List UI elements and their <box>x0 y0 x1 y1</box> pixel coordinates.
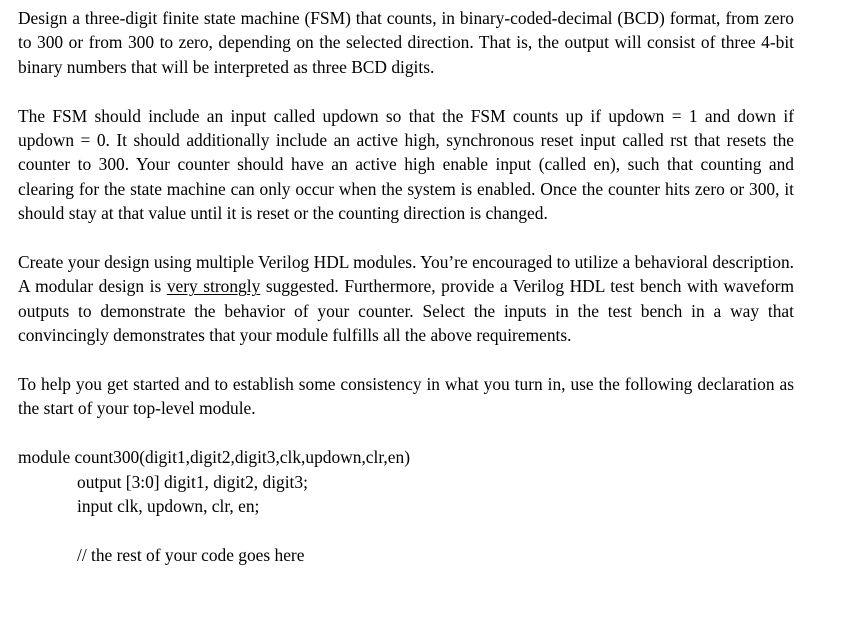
code-output-line: output [3:0] digit1, digit2, digit3; <box>77 471 308 492</box>
design-text-after: suggested. Furthermore, provide a Verilog HDL test bench with waveform outputs to demonstrate the behavior of your counter. Select the inputs in the test bench in a way that convincingly demonstrates that your module fulfills all the above requirements. <box>18 276 794 346</box>
code-blank-line <box>18 518 794 542</box>
design-text-before: Create your design using multiple Verilog HDL modules. You’re encouraged to utilize a behavioral description. A modular design is <box>18 252 794 297</box>
code-input-line: input clk, updown, clr, en; <box>77 496 260 517</box>
code-module-line: module count300(digit1,digit2,digit3,clk,updown,clr,en) <box>18 447 410 468</box>
code-comment-line: // the rest of your code goes here <box>77 544 305 565</box>
verilog-declaration <box>18 445 794 567</box>
paragraph-design-instructions <box>18 250 794 348</box>
paragraph-fsm-overview: Design a three-digit finite state machine (FSM) that counts, in binary-coded-decimal (BCD) format, from zero to 300 or from 300 to zero, depending on the selected direction. That is, the output will consist of three 4-bit binary numbers that will be interpreted as three BCD digits. <box>18 8 794 77</box>
assignment-document <box>18 6 794 567</box>
paragraph-declaration-intro: To help you get started and to establish some consistency in what you turn in, use the following declaration as the start of your top-level module. <box>18 374 794 419</box>
paragraph-inputs-requirements: The FSM should include an input called updown so that the FSM counts up if updown = 1 and down if updown = 0. It should additionally include an active high, synchronous reset input called rst that resets the counter to 300. Your counter should have an active high enable input (called en), such that counting and clearing for the state machine can only occur when the system is enabled. Once the counter hits zero or 300, it should stay at that value until it is reset or the counting direction is changed. <box>18 105 794 224</box>
emphasis-very-strongly: very strongly <box>166 276 261 297</box>
